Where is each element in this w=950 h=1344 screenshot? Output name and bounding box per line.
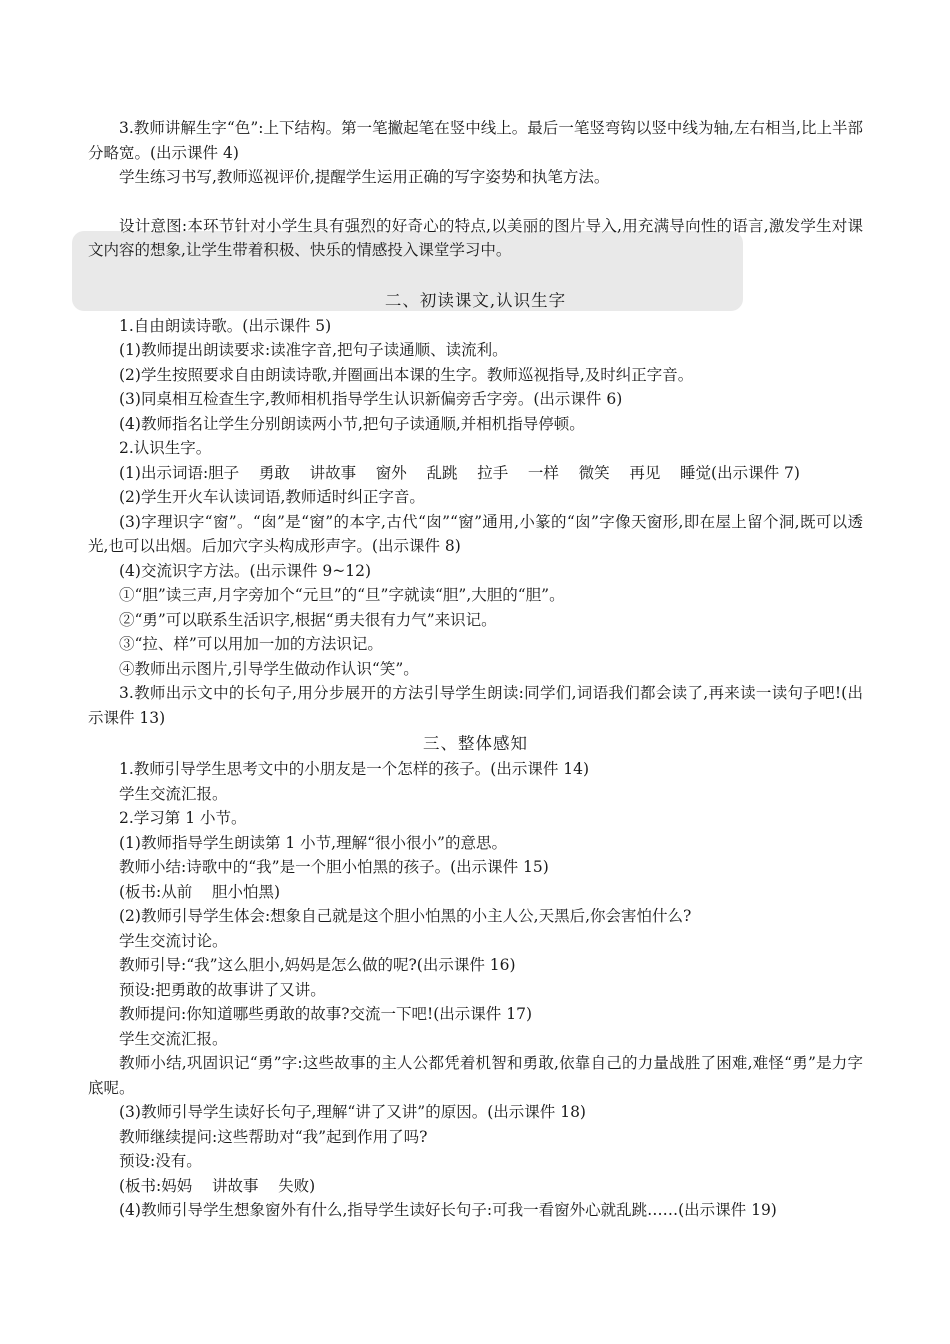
paragraph: 教师小结,巩固识记“勇”字:这些故事的主人公都凭着机智和勇敢,依靠自己的力量战胜了困难,难怪“勇”是力字底呢。 bbox=[88, 1054, 863, 1097]
paragraph: 3.教师出示文中的长句子,用分步展开的方法引导学生朗读:同学们,词语我们都会读了,再来读一读句子吧!(出示课件 13) bbox=[88, 684, 863, 727]
paragraph: (3)同桌相互检查生字,教师相机指导学生认识新偏旁舌字旁。(出示课件 6) bbox=[119, 390, 623, 408]
paragraph: 学生交流汇报。 bbox=[119, 1029, 228, 1048]
paragraph: 学生交流汇报。 bbox=[119, 784, 228, 803]
paragraph: (1)出示词语:胆子 勇敢 讲故事 窗外 乱跳 拉手 一样 微笑 再见 睡觉(出示课件 7) bbox=[119, 463, 800, 482]
paragraph: (1)教师提出朗读要求:读准字音,把句子读通顺、读流利。 bbox=[119, 341, 508, 359]
paragraph: ①“胆”读三声,月字旁加个“元旦”的“旦”字就读“胆”,大胆的“胆”。 bbox=[119, 586, 565, 604]
paragraph: 预设:把勇敢的故事讲了又讲。 bbox=[119, 980, 326, 999]
paragraph: 教师引导:“我”这么胆小,妈妈是怎么做的呢?(出示课件 16) bbox=[119, 956, 516, 974]
paragraph: (4)教师指名让学生分别朗读两小节,把句子读通顺,并相机指导停顿。 bbox=[119, 414, 585, 433]
paragraph: (3)字理识字“窗”。“囱”是“窗”的本字,古代“囱”“窗”通用,小篆的“囱”字像天窗形,即在屋上留个洞,既可以透光,也可以出烟。后加穴字头构成形声字。(出示课件 8) bbox=[88, 512, 863, 555]
paragraph: (2)学生开火车认读词语,教师适时纠正字音。 bbox=[119, 488, 425, 506]
paragraph: 1.自由朗读诗歌。(出示课件 5) bbox=[119, 316, 332, 335]
paragraph: ③“拉、样”可以用加一加的方法识记。 bbox=[119, 635, 383, 653]
paragraph: 教师小结:诗歌中的“我”是一个胆小怕黑的孩子。(出示课件 15) bbox=[119, 858, 549, 876]
paragraph: 学生交流讨论。 bbox=[119, 931, 228, 950]
paragraph-gap bbox=[88, 263, 863, 287]
paragraph: (4)交流识字方法。(出示课件 9~12) bbox=[119, 561, 372, 580]
paragraph: 教师提问:你知道哪些勇敢的故事?交流一下吧!(出示课件 17) bbox=[119, 1005, 533, 1023]
paragraph: (1)教师指导学生朗读第 1 小节,理解“很小很小”的意思。 bbox=[119, 833, 507, 852]
paragraph: (2)教师引导学生体会:想象自己就是这个胆小怕黑的小主人公,天黑后,你会害怕什么? bbox=[119, 907, 692, 925]
paragraph: (板书:妈妈 讲故事 失败) bbox=[119, 1176, 316, 1195]
paragraph: 学生练习书写,教师巡视评价,提醒学生运用正确的写字姿势和执笔方法。 bbox=[119, 168, 610, 186]
paragraph: (板书:从前 胆小怕黑) bbox=[119, 882, 281, 901]
paragraph: 设计意图:本环节针对小学生具有强烈的好奇心的特点,以美丽的图片导入,用充满导向性的语言,激发学生对课文内容的想象,让学生带着积极、快乐的情感投入课堂学习中。 bbox=[88, 216, 863, 259]
paragraph-gap bbox=[88, 190, 863, 214]
paragraph: 2.学习第 1 小节。 bbox=[119, 809, 247, 827]
paragraph: (4)教师引导学生想象窗外有什么,指导学生读好长句子:可我一看窗外心就乱跳……(出示课件 19) bbox=[119, 1201, 777, 1219]
document-body bbox=[88, 116, 863, 1223]
paragraph: ④教师出示图片,引导学生做动作认识“笑”。 bbox=[119, 659, 419, 678]
paragraph: (2)学生按照要求自由朗读诗歌,并圈画出本课的生字。教师巡视指导,及时纠正字音。 bbox=[119, 365, 694, 384]
paragraph: 预设:没有。 bbox=[119, 1152, 202, 1170]
paragraph: ②“勇”可以联系生活识字,根据“勇夫很有力气”来识记。 bbox=[119, 610, 497, 629]
paragraph: 2.认识生字。 bbox=[119, 439, 212, 457]
paragraph: 教师继续提问:这些帮助对“我”起到作用了吗? bbox=[119, 1127, 428, 1146]
paragraph: (3)教师引导学生读好长句子,理解“讲了又讲”的原因。(出示课件 18) bbox=[119, 1103, 586, 1121]
paragraph: 1.教师引导学生思考文中的小朋友是一个怎样的孩子。(出示课件 14) bbox=[119, 760, 590, 778]
section-heading: 二、初读课文,认识生字 bbox=[384, 290, 567, 310]
section-heading: 三、整体感知 bbox=[423, 734, 528, 753]
paragraph: 3.教师讲解生字“色”:上下结构。第一笔撇起笔在竖中线上。最后一笔竖弯钩以竖中线为轴,左右相当,比上半部分略宽。(出示课件 4) bbox=[88, 119, 863, 162]
